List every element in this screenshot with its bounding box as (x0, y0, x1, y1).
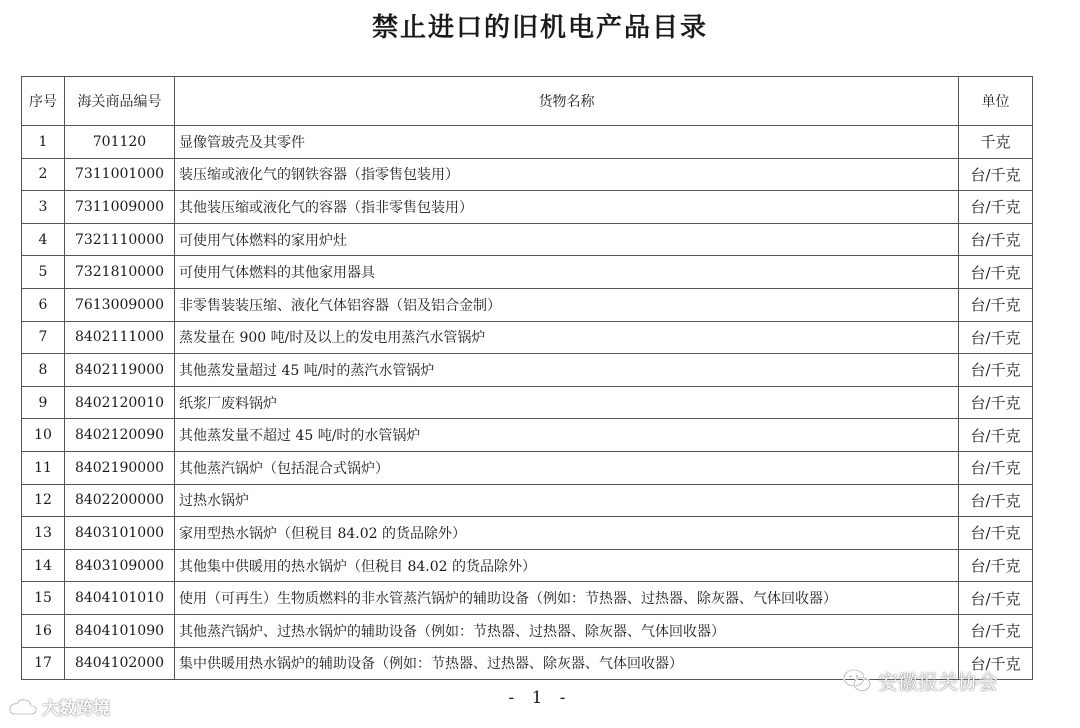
row-code-cell: 7613009000 (65, 288, 175, 321)
row-seq-cell: 4 (22, 223, 65, 256)
row-code-cell: 8402111000 (65, 321, 175, 354)
header-unit: 单位 (959, 77, 1033, 126)
row-seq-cell: 8 (22, 354, 65, 387)
table-row (22, 582, 1033, 615)
row-unit-cell: 台/千克 (959, 191, 1033, 224)
row-code-cell: 8402190000 (65, 451, 175, 484)
wechat-icon (842, 668, 872, 694)
row-code-cell: 7321810000 (65, 256, 175, 289)
row-unit-cell: 台/千克 (959, 549, 1033, 582)
row-name-cell: 蒸发量在 900 吨/时及以上的发电用蒸汽水管锅炉 (175, 321, 959, 354)
row-code-cell: 8402200000 (65, 484, 175, 517)
row-code-cell: 8404102000 (65, 647, 175, 680)
row-seq-cell: 5 (22, 256, 65, 289)
header-seq: 序号 (22, 77, 65, 126)
row-unit-cell: 千克 (959, 126, 1033, 159)
row-name-cell: 其他蒸发量不超过 45 吨/时的水管锅炉 (175, 419, 959, 452)
row-seq-cell: 6 (22, 288, 65, 321)
row-seq-cell: 11 (22, 451, 65, 484)
header-name: 货物名称 (175, 77, 959, 126)
table-header-row (22, 77, 1033, 126)
row-name-cell: 可使用气体燃料的其他家用器具 (175, 256, 959, 289)
header-code: 海关商品编号 (65, 77, 175, 126)
row-seq-cell: 14 (22, 549, 65, 582)
row-code-cell: 7311009000 (65, 191, 175, 224)
row-unit-cell: 台/千克 (959, 647, 1033, 680)
row-unit-cell: 台/千克 (959, 158, 1033, 191)
row-name-cell: 其他蒸汽锅炉、过热水锅炉的辅助设备（例如：节热器、过热器、除灰器、气体回收器） (175, 614, 959, 647)
table-row (22, 223, 1033, 256)
row-name-cell: 显像管玻壳及其零件 (175, 126, 959, 159)
row-name-cell: 其他集中供暖用的热水锅炉（但税目 84.02 的货品除外） (175, 549, 959, 582)
row-unit-cell: 台/千克 (959, 582, 1033, 615)
table-row (22, 158, 1033, 191)
row-name-cell: 其他蒸发量超过 45 吨/时的蒸汽水管锅炉 (175, 354, 959, 387)
row-seq-cell: 16 (22, 614, 65, 647)
table-row (22, 517, 1033, 550)
table-row (22, 419, 1033, 452)
row-unit-cell: 台/千克 (959, 386, 1033, 419)
row-code-cell: 8403109000 (65, 549, 175, 582)
row-seq-cell: 3 (22, 191, 65, 224)
row-name-cell: 纸浆厂废料锅炉 (175, 386, 959, 419)
table-row (22, 321, 1033, 354)
row-seq-cell: 15 (22, 582, 65, 615)
row-seq-cell: 2 (22, 158, 65, 191)
row-code-cell: 8403101000 (65, 517, 175, 550)
row-name-cell: 其他蒸汽锅炉（包括混合式锅炉） (175, 451, 959, 484)
table-row (22, 256, 1033, 289)
table-row (22, 614, 1033, 647)
row-name-cell: 使用（可再生）生物质燃料的非水管蒸汽锅炉的辅助设备（例如：节热器、过热器、除灰器、气体回收器） (175, 582, 959, 615)
row-name-cell: 过热水锅炉 (175, 484, 959, 517)
row-code-cell: 8404101090 (65, 614, 175, 647)
table-row (22, 386, 1033, 419)
row-unit-cell: 台/千克 (959, 517, 1033, 550)
row-unit-cell: 台/千克 (959, 484, 1033, 517)
row-name-cell: 装压缩或液化气的钢铁容器（指零售包装用） (175, 158, 959, 191)
row-seq-cell: 12 (22, 484, 65, 517)
table-row (22, 288, 1033, 321)
cloud-logo-icon (8, 697, 38, 717)
row-code-cell: 8402120010 (65, 386, 175, 419)
page-number: - 1 - (508, 688, 572, 708)
row-unit-cell: 台/千克 (959, 419, 1033, 452)
table-row (22, 549, 1033, 582)
row-code-cell: 8402119000 (65, 354, 175, 387)
row-code-cell: 701120 (65, 126, 175, 159)
row-code-cell: 8402120090 (65, 419, 175, 452)
row-name-cell: 集中供暖用热水锅炉的辅助设备（例如：节热器、过热器、除灰器、气体回收器） (175, 647, 959, 680)
table-row (22, 126, 1033, 159)
row-unit-cell: 台/千克 (959, 256, 1033, 289)
row-name-cell: 非零售装装压缩、液化气体铝容器（铝及铝合金制） (175, 288, 959, 321)
row-code-cell: 7311001000 (65, 158, 175, 191)
row-unit-cell: 台/千克 (959, 288, 1033, 321)
row-name-cell: 其他装压缩或液化气的容器（指非零售包装用） (175, 191, 959, 224)
row-seq-cell: 10 (22, 419, 65, 452)
row-unit-cell: 台/千克 (959, 614, 1033, 647)
row-code-cell: 7321110000 (65, 223, 175, 256)
row-seq-cell: 13 (22, 517, 65, 550)
watermark-left (8, 694, 110, 719)
row-unit-cell: 台/千克 (959, 451, 1033, 484)
row-unit-cell: 台/千克 (959, 223, 1033, 256)
watermark-right-text: 安徽报关协会 (878, 670, 998, 694)
row-name-cell: 家用型热水锅炉（但税目 84.02 的货品除外） (175, 517, 959, 550)
product-catalog-table (21, 76, 1033, 680)
table-row (22, 191, 1033, 224)
row-unit-cell: 台/千克 (959, 354, 1033, 387)
row-seq-cell: 7 (22, 321, 65, 354)
row-code-cell: 8404101010 (65, 582, 175, 615)
row-name-cell: 可使用气体燃料的家用炉灶 (175, 223, 959, 256)
row-seq-cell: 17 (22, 647, 65, 680)
document-title: 禁止进口的旧机电产品目录 (371, 13, 708, 43)
table-row (22, 484, 1033, 517)
table-row (22, 354, 1033, 387)
row-seq-cell: 1 (22, 126, 65, 159)
table-row (22, 451, 1033, 484)
watermark-left-text: 大数跨境 (42, 699, 110, 719)
row-seq-cell: 9 (22, 386, 65, 419)
row-unit-cell: 台/千克 (959, 321, 1033, 354)
watermark-right (842, 666, 998, 695)
